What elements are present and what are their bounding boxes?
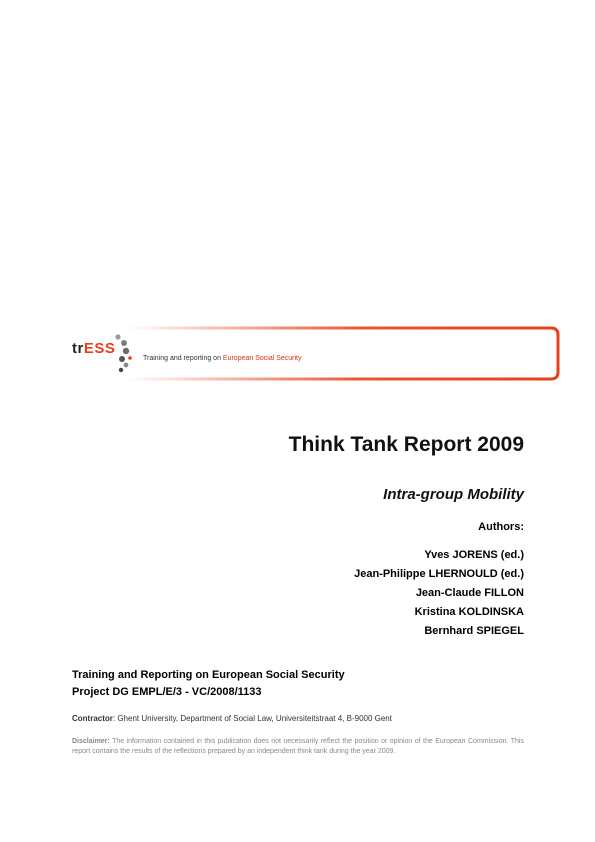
author-name: Yves JORENS (ed.) [424,549,524,561]
tress-logo [72,340,115,357]
contractor-note [72,714,392,723]
project-line-1: Training and Reporting on European Social Security [72,669,345,681]
tagline-plain: Training and reporting on [143,355,223,362]
brand-tagline [143,355,302,362]
contractor-text: : Ghent University, Department of Social Law, Universiteitstraat 4, B-9000 Gent [112,714,392,723]
author-name: Kristina KOLDINSKA [414,606,524,618]
report-title: Think Tank Report 2009 [288,433,524,456]
author-name: Bernhard SPIEGEL [424,625,524,637]
banner-frame [66,325,561,382]
logo-prefix: tr [72,340,84,357]
project-line-2: Project DG EMPL/E/3 - VC/2008/1133 [72,686,262,698]
disclaimer-note [72,737,524,756]
author-name: Jean-Claude FILLON [415,587,524,599]
logo-dots-icon [115,334,131,372]
logo-highlight: ESS [83,340,116,357]
author-name: Jean-Philippe LHERNOULD (ed.) [354,568,524,580]
disclaimer-label: Disclaimer: [72,738,110,745]
tress-banner [66,325,561,382]
project-info [72,667,345,701]
tagline-highlight: European Social Security [222,355,302,362]
disclaimer-text: The information contained in this publication does not necessarily reflect the position or opinion of the European Commission. This report contains the results of the reflections prepared by an independent think tank during the year 2009. [72,738,524,755]
authors-list [354,546,524,641]
authors-label: Authors: [478,521,524,533]
report-subtitle: Intra-group Mobility [383,486,524,503]
contractor-label: Contractor [72,714,113,723]
